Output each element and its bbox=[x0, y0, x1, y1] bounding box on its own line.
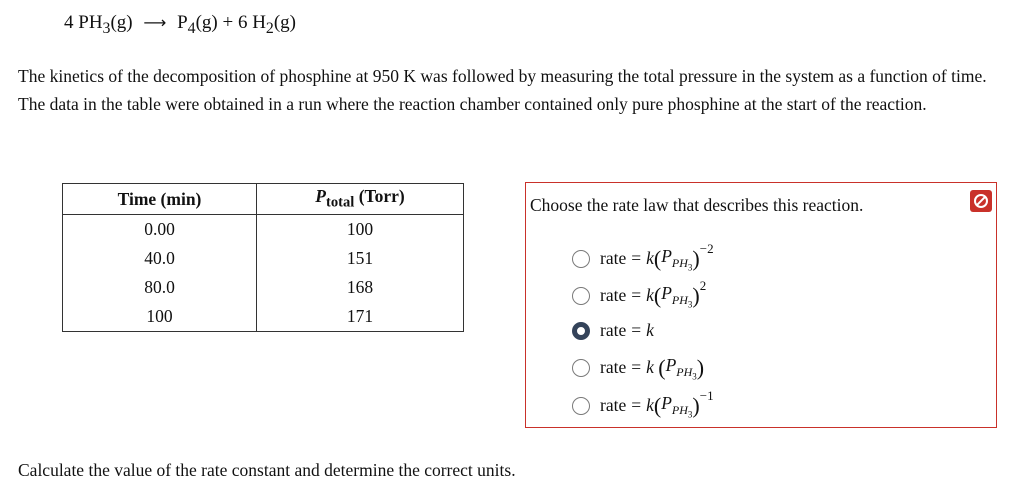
table-header-row bbox=[63, 184, 464, 215]
reactant-coefficient: 4 bbox=[64, 12, 74, 33]
table-row bbox=[63, 215, 464, 245]
pressure-unit: (Torr) bbox=[358, 186, 405, 207]
time-cell: 0.00 bbox=[63, 215, 257, 245]
reactant-subscript: 3 bbox=[102, 19, 111, 37]
pressure-symbol: P bbox=[315, 186, 326, 207]
product1-subscript: 4 bbox=[187, 19, 196, 37]
plus-sign: + bbox=[222, 12, 234, 33]
reaction-equation bbox=[64, 12, 296, 38]
product2-formula: H bbox=[252, 12, 266, 33]
exponent: −1 bbox=[699, 387, 714, 403]
equals-sign: = bbox=[631, 248, 642, 269]
kinetics-data-table bbox=[62, 183, 464, 332]
pressure-term: $P_{PH_3}$ bbox=[661, 283, 693, 309]
equals-sign: = bbox=[631, 357, 642, 378]
rate-constant-symbol: k bbox=[646, 395, 654, 416]
pressure-term: $P_{PH_3}$ bbox=[661, 246, 693, 272]
exponent: −2 bbox=[699, 240, 714, 256]
pressure-cell: 151 bbox=[257, 244, 464, 273]
radio-button[interactable] bbox=[572, 397, 590, 415]
product2-state: (g) bbox=[273, 12, 296, 33]
time-cell: 80.0 bbox=[63, 273, 257, 302]
pressure-cell: 100 bbox=[257, 215, 464, 245]
rate-law-option-5[interactable]: rate = k ( $P_{PH_3}$ ) −1 bbox=[572, 393, 714, 419]
product2-subscript: 2 bbox=[265, 19, 274, 37]
rate-label: rate bbox=[600, 285, 627, 306]
pressure-column-header bbox=[257, 184, 464, 215]
equals-sign: = bbox=[631, 320, 642, 340]
table-row bbox=[63, 244, 464, 273]
question-prompt: Choose the rate law that describes this reaction. bbox=[530, 195, 864, 215]
pressure-subscript: total bbox=[325, 194, 355, 211]
equals-sign: = bbox=[631, 285, 642, 306]
rate-law-option-1[interactable]: rate = k ( $P_{PH_3}$ ) −2 bbox=[572, 246, 714, 272]
time-cell: 100 bbox=[63, 302, 257, 332]
incorrect-icon bbox=[970, 190, 992, 212]
instruction-text: Calculate the value of the rate constant and determine the correct units. bbox=[18, 460, 516, 480]
rate-constant-symbol: k bbox=[646, 357, 654, 378]
intro-paragraph: The kinetics of the decomposition of phosphine at 950 K was followed by measuring the total pressure in the system as a function of time. The data in the table were obtained in a run where the reaction chamber contained only pure phosphine at the start of the reaction. bbox=[18, 66, 987, 114]
table-row bbox=[63, 273, 464, 302]
product2-coefficient: 6 bbox=[237, 12, 248, 33]
time-cell: 40.0 bbox=[63, 244, 257, 273]
radio-button[interactable] bbox=[572, 359, 590, 377]
rate-law-option-3[interactable] bbox=[572, 320, 654, 341]
exponent: 2 bbox=[699, 277, 707, 293]
product1-state: (g) bbox=[195, 12, 218, 33]
rate-label: rate bbox=[600, 320, 627, 340]
rate-law-option-4[interactable]: rate = k ( $P_{PH_3}$ ) bbox=[572, 355, 704, 381]
reactant-state: (g) bbox=[110, 12, 133, 33]
rate-label: rate bbox=[600, 395, 627, 416]
product1-formula: P bbox=[177, 12, 188, 33]
reaction-arrow: ⟶ bbox=[143, 13, 167, 32]
pressure-term: $P_{PH_3}$ bbox=[661, 393, 693, 419]
radio-button[interactable] bbox=[572, 287, 590, 305]
rate-law-question-panel bbox=[525, 182, 997, 428]
equals-sign: = bbox=[631, 395, 642, 416]
rate-label: rate bbox=[600, 357, 627, 378]
rate-constant-symbol: k bbox=[646, 320, 654, 340]
rate-constant-symbol: k bbox=[646, 248, 654, 269]
radio-button[interactable] bbox=[572, 250, 590, 268]
radio-button-selected[interactable] bbox=[572, 322, 590, 340]
pressure-term: $P_{PH_3}$ bbox=[665, 355, 697, 381]
reactant-formula: PH bbox=[78, 12, 103, 33]
rate-label: rate bbox=[600, 248, 627, 269]
pressure-cell: 168 bbox=[257, 273, 464, 302]
rate-constant-symbol: k bbox=[646, 285, 654, 306]
time-column-header: Time (min) bbox=[63, 184, 257, 215]
table-row bbox=[63, 302, 464, 332]
rate-law-option-2[interactable]: rate = k ( $P_{PH_3}$ ) 2 bbox=[572, 283, 706, 309]
pressure-cell: 171 bbox=[257, 302, 464, 332]
